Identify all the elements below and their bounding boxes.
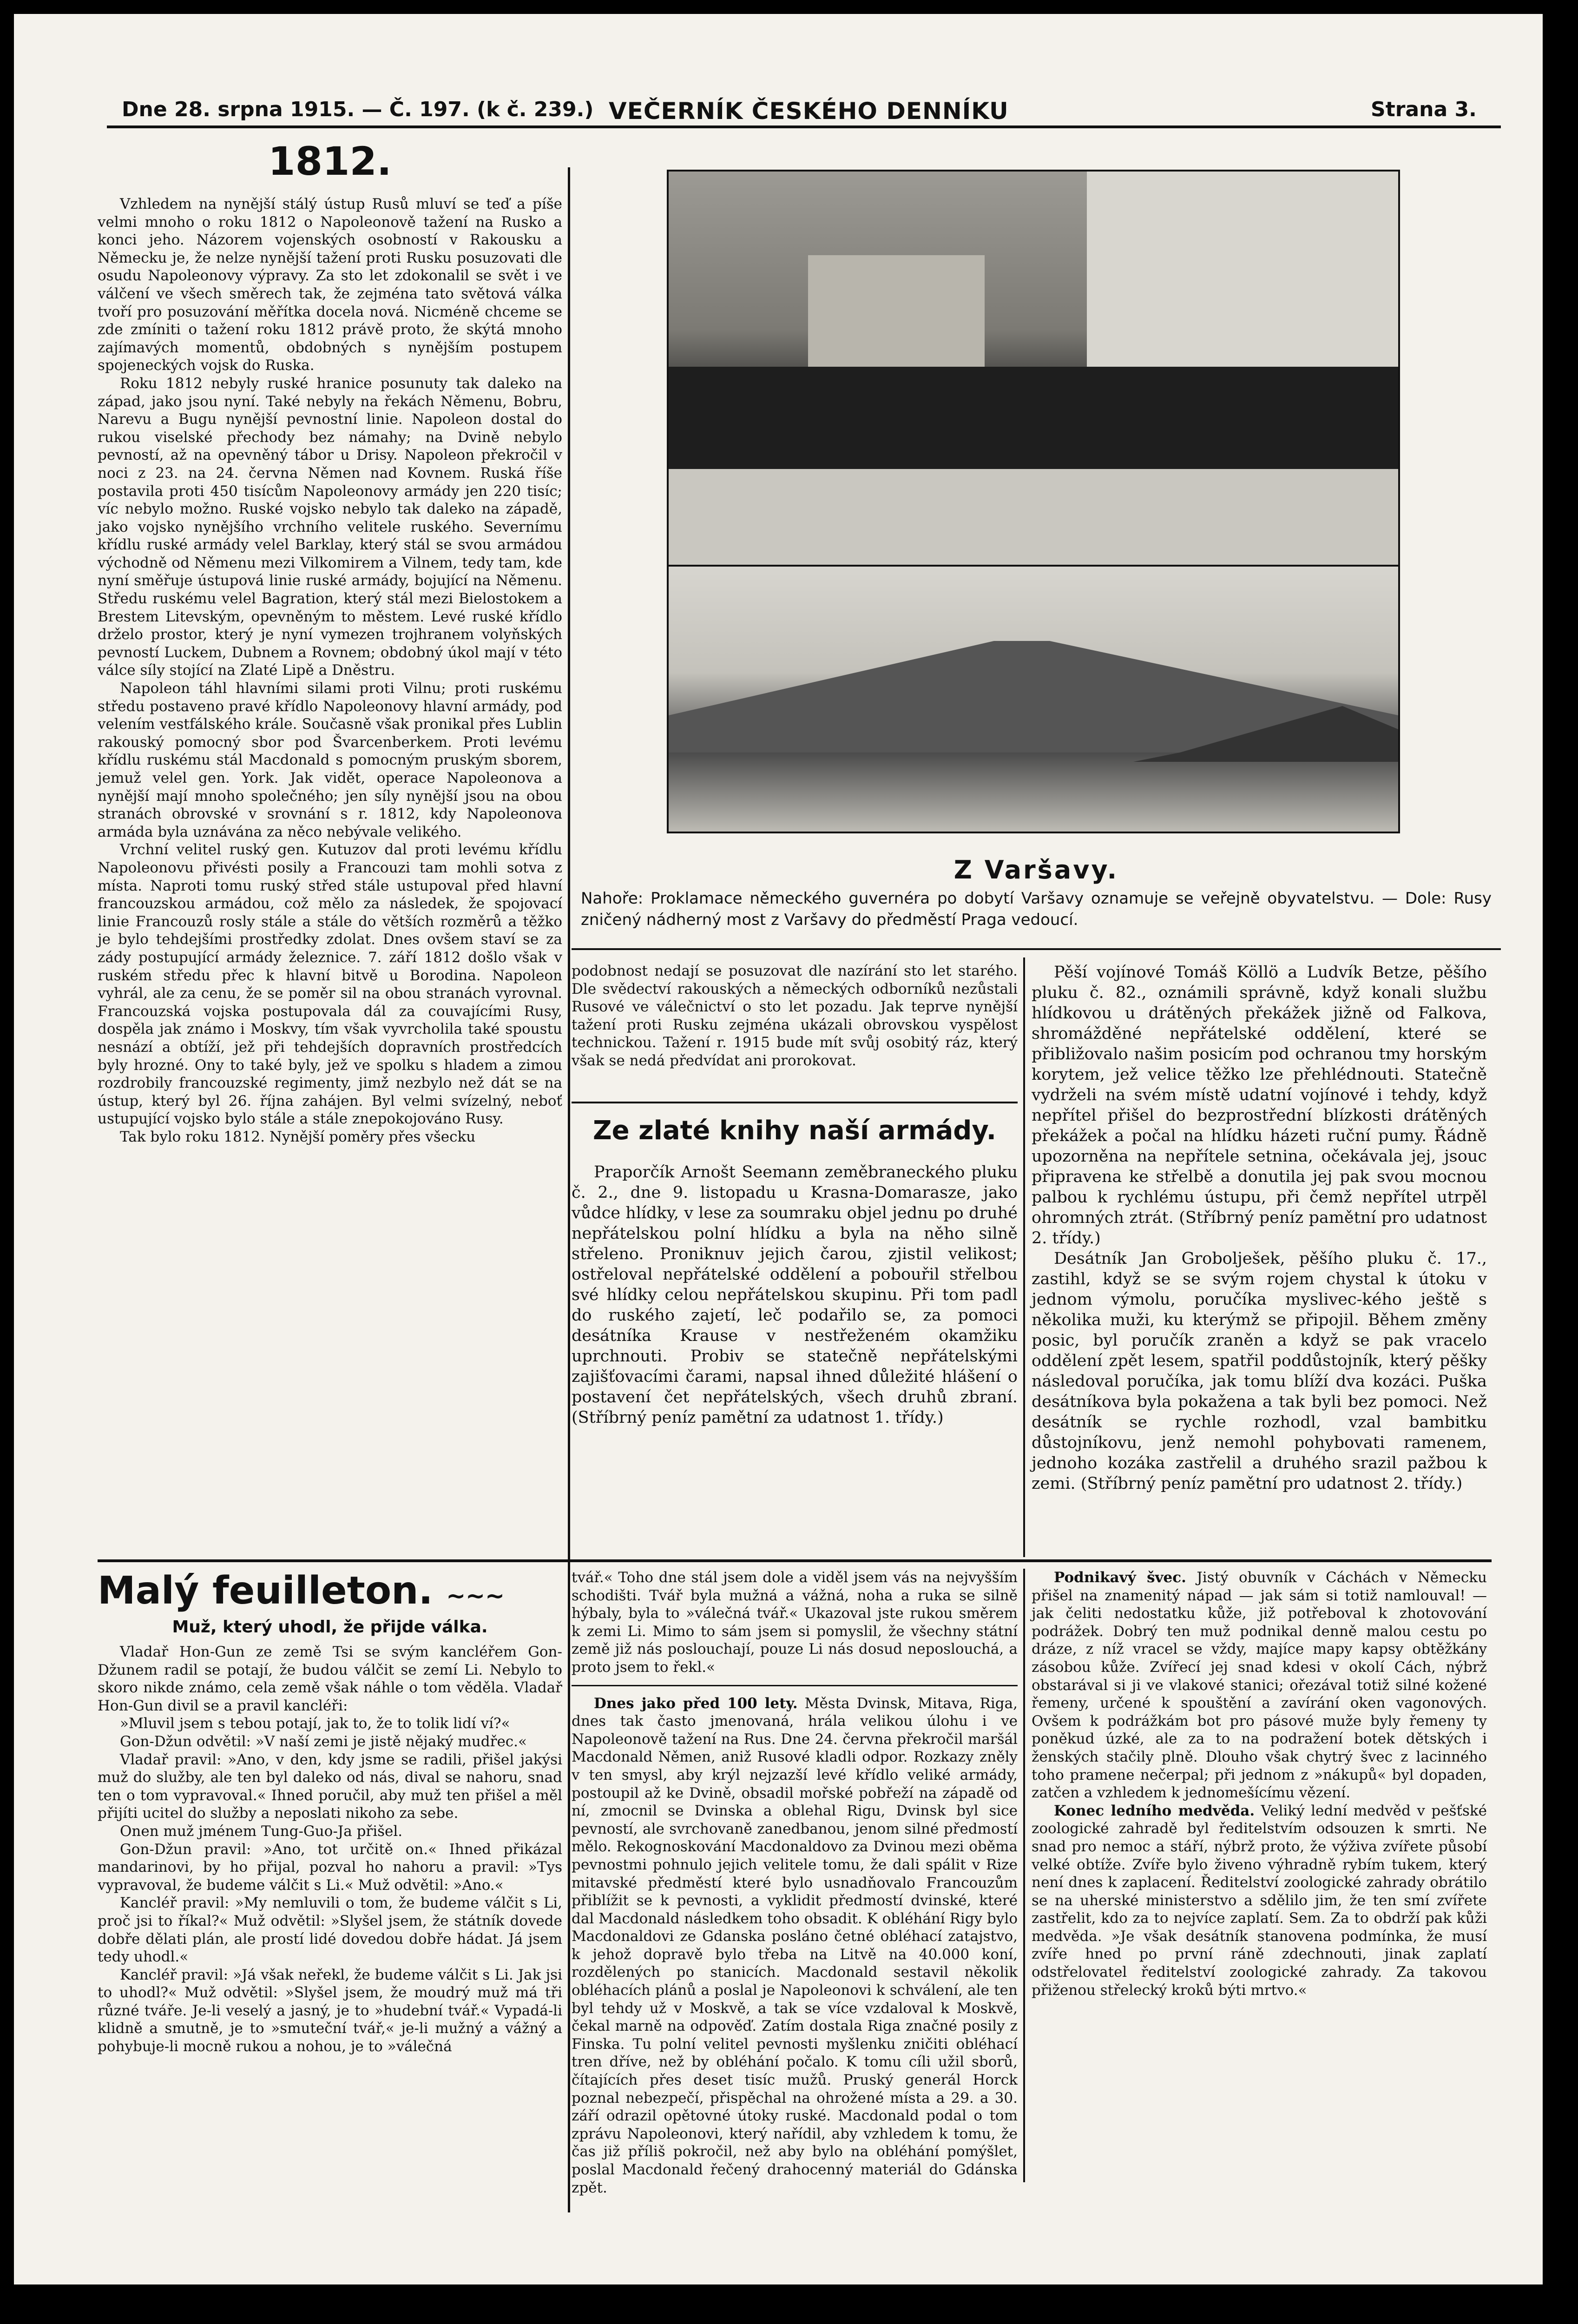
feuilleton-para: Gon-Džun odvětil: »V naší zemi je jistě nějaký mudřec.« xyxy=(120,1733,527,1750)
news-text: Města Dvinsk, Mitava, Riga, dnes tak často jmenovaná, hrála velikou úlohu i ve Napoleonově tažení na Rus. Dne 24. června překročil maršál Macdonald Němen, aniž Rusové kladli odpor. Rozkazy zněly v ten smysl, aby krýl nejzazší levé křídlo veliké armády, postoupil až ke Dvině, obsadil mořské pobřeží na západě od ní, zmocnil se Dvinska a oblehal Rigu, Dvinsk byl sice pevností, ale svrchovaně zanedbanou, jenom silné předmostí mělo. Rekognoskování Macdonaldovo za Dvinou mezi oběma pevnostmi pohnulo jejich velitele tomu, že dali spálit v Rize mitavské předměstí které bylo usnadňovalo Francouzům přiblížit se k pevnosti, a vyklidit předmostí dvinské, které dal Macdonald následkem toho obsadit. K obléhání Rigy bylo Macdonaldovi ze Gdanska posláno četné obléhací zatajstvo, k jehož dopravě bylo třeba na Litvě na 40.000 koní, rozdělených po stanicích. Macdonald sestavil několik obléhacích plánů a poslal je Napoleonovi k schválení, ale ten byl tehdy už v Moskvě, a tak se více vzdaloval k Moskvě, čekal marně na odpověď. Zatím dostala Riga značné posily z Finska. Tu polní velitel pevnosti myšlenku zničiti obléhací tren dříve, než by obléhání počalo. K tomu cíli užil sborů, čítajících přes deset tisíc mužů. Pruský generál Horck poznal nebezpečí, přispěchal na ohrožené místa a 29. a 30. září odrazil opětovné útoky ruské. Macdonald podal o tom zprávu Napoleonovi, který nařídil, aby vzhledem k tomu, že čas již příliš pokročil, než aby bylo na obléhání pomýšlet, poslal Macdonald řečený drahocenný materiál do Gdánska zpět. xyxy=(572,1695,1018,2196)
section-rule xyxy=(572,1102,1018,1103)
bridge-illustration xyxy=(669,567,1398,832)
news-item-centuries xyxy=(572,1695,1018,2197)
feuilleton-para: Vladař pravil: »Ano, v den, kdy jsme se radili, přišel jakýsi muž do služby, ale ten byl daleko od nás, dival se nahoru, snad ten o tom vypravoval.« Ihned poručil, aby muž ten přišel a měl přijíti ucitel do služby a neposlati nikoho za sebe. xyxy=(98,1751,562,1822)
crowd-illustration xyxy=(669,172,1398,567)
article-1812-title: 1812. xyxy=(268,139,392,184)
page-number: Strana 3. xyxy=(1371,98,1477,121)
news-column-right xyxy=(1032,1569,1487,2182)
photo-title: Z Varšavy. xyxy=(953,855,1119,885)
article-1812-para: Tak bylo roku 1812. Nynější poměry přes všecku xyxy=(120,1128,476,1145)
photo-destroyed-bridge xyxy=(667,565,1400,833)
feuilleton-title-text: Malý feuilleton. xyxy=(98,1569,433,1613)
feuilleton-continuation: tvář.« Toho dne stál jsem dole a viděl jsem vás na nejvyšším schodišti. Tvář byla mužná a vážná, noha a ruka se silně hýbaly, byla to »válečná tvář.« Ukazoval jste rukou směrem k zemi Li. Mimo to sám jsem si pomyslil, že všechny státní země již nás poslouchají, pouze Li nás dosud neposlouchá, a proto jsem to řekl.« xyxy=(572,1569,1018,1676)
feuilleton-para: Gon-Džun pravil: »Ano, tot určitě on.« Ihned přikázal mandarinovi, by ho přijal, pozval ho nahoru a pravil: »Tys vypravoval, že budeme válčit s Li.« Muž odvětil: »Ano.« xyxy=(98,1841,562,1894)
masthead: VEČERNÍK ČESKÉHO DENNÍKU xyxy=(609,98,1009,125)
army-book-body-1 xyxy=(572,1162,1018,1552)
article-1812-para: Vzhledem na nynější stálý ústup Rusů mluví se teď a píše velmi mnoho o roku 1812 o Napoleonově tažení na Rusko a konci jeho. Názorem vojenských osobností v Rakousku a Německu je, že nelze nynější tažení proti Rusku posuzovati dle osudu Napoleonovy výpravy. Za sto let zdokonalil se svět i ve válčení ve všech směrech tak, že zejména tato světová válka tvoří pro posuzování měřítka docela nová. Nicméně chceme se zde zmíniti o tažení roku 1812 právě proto, že skýtá mnoho zajímavých momentů, obdobných s nynějším postupem spojeneckých vojsk do Ruska. xyxy=(98,196,562,374)
column-rule xyxy=(1023,1569,1025,2182)
continuation-text: podobnost nedají se posuzovat dle nazírání sto let starého. Dle svědectví rakouských a německých odborníků nezůstali Rusové ve válečnictví o sto let pozadu. Jak teprve nynější tažení proti Rusku zejména ukázali obrovskou vyspělost technickou. Tažení r. 1915 bude mít svůj osobitý ráz, který však se nedá předvídat ani prorokovat. xyxy=(572,963,1018,1069)
news-text: Veliký lední medvěd v pešťské zoologické zahradě byl ředitelstvím odsouzen k smrti. Ne snad pro nemoc a stáří, nýbrž proto, že výživa zvířete působí velké obtíže. Zvíře bylo živeno výhradně rybím tukem, který není dnes k zaplacení. Ředitelství zoologické zahrady obrátilo se na uherské ministerstvo a sdělilo jim, že ten smí zvířete zastřelit, kdo za to nejvíce zaplatí. Sem. Za to obdrží pak kůži medvěda. »Je však desátník stanovena podmínka, že musí zvíře hned po první ráně zdechnouti, jinak zaplatí odstřelovatel ředitelství zoologické zahrady. Za takovou přiženou střelecký kroků býti mrtvo.« xyxy=(1032,1802,1487,1999)
article-1812-para: Vrchní velitel ruský gen. Kutuzov dal proti levému křídlu Napoleonovu přivésti posily a Francouzi tam mohli sotva z místa. Naproti tomu ruský střed stále ustupoval před hlavní francouzskou armádou, což mělo za následek, že spojovací linie Francouzů rosly stále a stále do větších rozměrů a těžko je bylo tehdejšími prostředky zdolat. Dnes ovšem staví se za zády postupující armády železnice. 7. září 1812 došlo však v ruském středu přec k hlavní bitvě u Borodina. Napoleon vyhrál, ale za cenu, že se poměr sil na obou stranách vyrovnal. Francouzská vojska postupovala dál za couvajícími Rusy, dospěla jak známo i Moskvy, tím však vyvrcholila také spoustu nesnází a obtíží, jež při tehdejších dopravních prostředcích byly hrozné. Ony to také byly, jež ve spolku s hladem a zimou rozdrobily francouzské regimenty, jimž nezbylo než dát se na ústup, který byl 26. října zahájen. Byl velmi svízelný, neboť ustupující vojsko bylo stále a stále znepokojováno Rusy. xyxy=(98,841,562,1128)
news-item-bear xyxy=(1032,1802,1487,2000)
news-item-shoes xyxy=(1032,1569,1487,1802)
army-book-para: Praporčík Arnošt Seemann zeměbraneckého pluku č. 2., dne 9. listopadu u Krasna-Domarasze, jako vůdce hlídky, v lese za soumraku objel jednu po druhé nepřátelskou polní hlídku a byla na něho silně střeleno. Proniknuv jejich čarou, zjistil velikost; ostřeloval nepřátelské oddělení a pobouřil střelbou své hlídky celou nepřátelskou skupinu. Při tom padl do ruského zajetí, leč podařilo se, za pomoci desátníka Krause v nestřeženém okamžiku uprchnouti. Probiv se statečně nepřátelskými zajišťovacími čarami, napsal ihned důležité hlášení o postavení čet nepřátelských, všech druhů zbraní. (Stříbrný peníz pamětní za udatnost 1. třídy.) xyxy=(572,1163,1018,1427)
news-column-middle xyxy=(572,1569,1018,2196)
army-book-title: Ze zlaté knihy naší armády. xyxy=(592,1116,997,1146)
news-rule xyxy=(572,1685,1018,1686)
column-rule xyxy=(1023,957,1025,1557)
news-lead: Dnes jako před 100 lety. xyxy=(594,1695,798,1712)
army-book-para: Pěší vojínové Tomáš Köllö a Ludvík Betze, pěšího pluku č. 82., oznámili správně, když konali službu hlídkovou u drátěných překážek jižně od Falkova, shromážděné nepřátelské oddělení, které se přibližovalo našim posicím pod ochranou tmy horským korytem, jež velice těžko lze přehlédnouti. Statečně vydrželi na svém místě udatní vojínové i tehdy, když nepřítel přišel do bezprostřední blízkosti drátěných překážek a počal na hlídku házeti ruční pumy. Řádně upozorněna na nepřítele setnina, očekávala jej, jsouc připravena ke střelbě a donutila jej pak svou mocnou palbou k rychlému ústupu, při čemž nepřítel utrpěl ohromných ztrát. (Stříbrný peníz pamětní pro udatnost 2. třídy.) xyxy=(1032,963,1487,1248)
feuilleton-body xyxy=(98,1643,562,2182)
army-book-body-2 xyxy=(1032,962,1487,1552)
feuilleton-title xyxy=(98,1569,562,1613)
article-1812-body xyxy=(98,195,562,1534)
article-1812-para: Napoleon táhl hlavními silami proti Vilnu; proti ruskému středu postaveno pravé křídlo Napoleonovy hlavní armády, pod velením vestfálského krále. Současně však pronikal přes Lublin rakouský pomocný sbor pod Švarcenberkem. Proti levému křídlu ruskému stál Macdonald s pomocným pruským sborem, jemuž velel gen. York. Jak vidět, operace Napoleonova a nynější mají mnoho společného; jen síly nynější jsou na obou stranách obrovské v srovnání s r. 1812, kdy Napoleonova armáda byla uznávána za něco nebývale velikého. xyxy=(98,680,562,840)
feuilleton-subtitle: Muž, který uhodl, že přijde válka. xyxy=(172,1618,488,1637)
newspaper-page xyxy=(14,14,1543,2284)
feuilleton-para: Vladař Hon-Gun ze země Tsi se svým kancléřem Gon-Džunem radil se potají, že budou válčit se zemí Li. Nebylo to skoro nikde známo, cela země však náhle o tom věděla. Vladař Hon-Gun divil se a pravil kancléři: xyxy=(98,1644,562,1714)
feuilleton-para: Onen muž jménem Tung-Guo-Ja přišel. xyxy=(120,1822,403,1840)
article-1812-continuation xyxy=(572,962,1018,1088)
feuilleton-para: Kancléř pravil: »My nemluvili o tom, že budeme válčit s Li, proč jsi to říkal?« Muž odvětil: »Slyšel jsem, že státník dovede dobře dělati plán, ale prostí lidé dovedou dobře hádat. Já jsem tedy uhodl.« xyxy=(98,1895,562,1966)
issue-date: Dne 28. srpna 1915. — Č. 197. (k č. 239.) xyxy=(122,98,594,121)
column-rule xyxy=(568,167,570,2212)
army-book-para: Desátník Jan Grobolješek, pěšího pluku č. 17., zastihl, když se se svým rojem chystal k útoku v jednom výmolu, poručíka myslivec-kého ještě s několika muži, ku kterýmž se připojil. Během změny posic, byl poručík zraněn a když se pak vracelo oddělení zpět lesem, spatřil poddůstojník, který pěšky následoval poručíka, jak tomu blíží dva kozáci. Puška desátníkova byla pokažena a tak byli bez pomoci. Než desátník se rychle rozhodl, vzal bambitku důstojníkovu, jenž nemohl pohybovati ramenem, jednoho kozáka zastřelil a druhého srazil pažbou k zemi. (Stříbrný peníz pamětní pro udatnost 2. třídy.) xyxy=(1032,1249,1487,1493)
news-text: Jistý obuvník v Cáchách v Německu přišel na znamenitý nápad — jak sám si totiž namlouval! — jak čeliti nedostatku kůže, již potřeboval k zhotovování podrážek. Dobrý ten muž podnikal denně malou cestu po dráze, z níž vracel se vždy, majíce mapy kapsy obtěžkány zásobou kůže. Zvířecí jej snad kdesi v okolí Cách, nýbrž obstarával si ji ve vlakové stanici; ořezával totiž silné kožené řemeny, určené k spouštění a zavírání oken vagonových. Ovšem k podrážkám bot pro pásové muže byly řemeny ty poněkud úzké, ale za to na podražení botek dětských i ženských stačily plně. Dlouho však chytrý švec z lacinného toho pramene nečerpal; při jednom z »nákupů« byl dopaden, zatčen a vzhledem k jednomešícímu vězení. xyxy=(1032,1569,1487,1802)
feuilleton-rule xyxy=(98,1559,1492,1562)
feuilleton-para: »Mluvil jsem s tebou potají, jak to, že to tolik lidí ví?« xyxy=(120,1715,510,1732)
header-rule xyxy=(107,125,1501,128)
news-lead: Podnikavý švec. xyxy=(1054,1569,1186,1586)
article-1812-para: Roku 1812 nebyly ruské hranice posunuty tak daleko na západ, jako jsou nyní. Také nebyly na řekách Němenu, Bobru, Narevu a Bugu nynější pevnostní linie. Napoleon dostal do rukou viselské přechody bez námahy; na Dvině nebylo pevností, až na opevněný tábor u Drisy. Napoleon překročil v noci z 23. na 24. června Němen nad Kovnem. Ruská říše postavila proti 450 tisícům Napoleonovy armády jen 220 tisíc; víc nebylo možno. Ruské vojsko nebylo tak daleko na západě, jako vojsko nynějšího vrchního velitele ruského. Severnímu křídlu ruské armády velel Barklay, který stál se svou armádou východně od Němenu mezi Vilkomirem a Vilnem, tedy tam, kde nyní směřuje ústupová linie ruské armády, bojující na Němenu. Středu ruskému velel Bagration, který stál mezi Bielostokem a Brestem Litevským, opevněným to městem. Levé ruské křídlo drželo prostor, který je nyní vymezen trojhranem volyňských pevností Luckem, Dubnem a Rovnem; obdobný úkol mají v této válce síly stojící na Zlaté Lipě a Dněstru. xyxy=(98,375,562,679)
ornament-icon: ~~~ xyxy=(446,1582,505,1609)
feuilleton-para: Kancléř pravil: »Já však neřekl, že budeme válčit s Li. Jak jsi to uhodl?« Muž odvětil: »Slyšel jsem, že moudrý muž má tři různé tváře. Je-li veselý a jasný, je to »hudební tvář.« Vypadá-li klidně a smutně, je to »smuteční tvář,« je-li mužný a vážný a pohybuje-li mocně rukou a nohou, je to »válečná xyxy=(98,1966,562,2055)
photo-warsaw-proclamation xyxy=(667,170,1400,568)
news-lead: Konec ledního medvěda. xyxy=(1054,1802,1255,1819)
photo-caption: Nahoře: Proklamace německého guvernéra po dobytí Varšavy oznamuje se veřejně obyvatelstvu. — Dole: Rusy zničený nádherný most z Varšavy do předměstí Praga vedoucí. xyxy=(581,889,1492,929)
caption-rule xyxy=(572,948,1501,950)
